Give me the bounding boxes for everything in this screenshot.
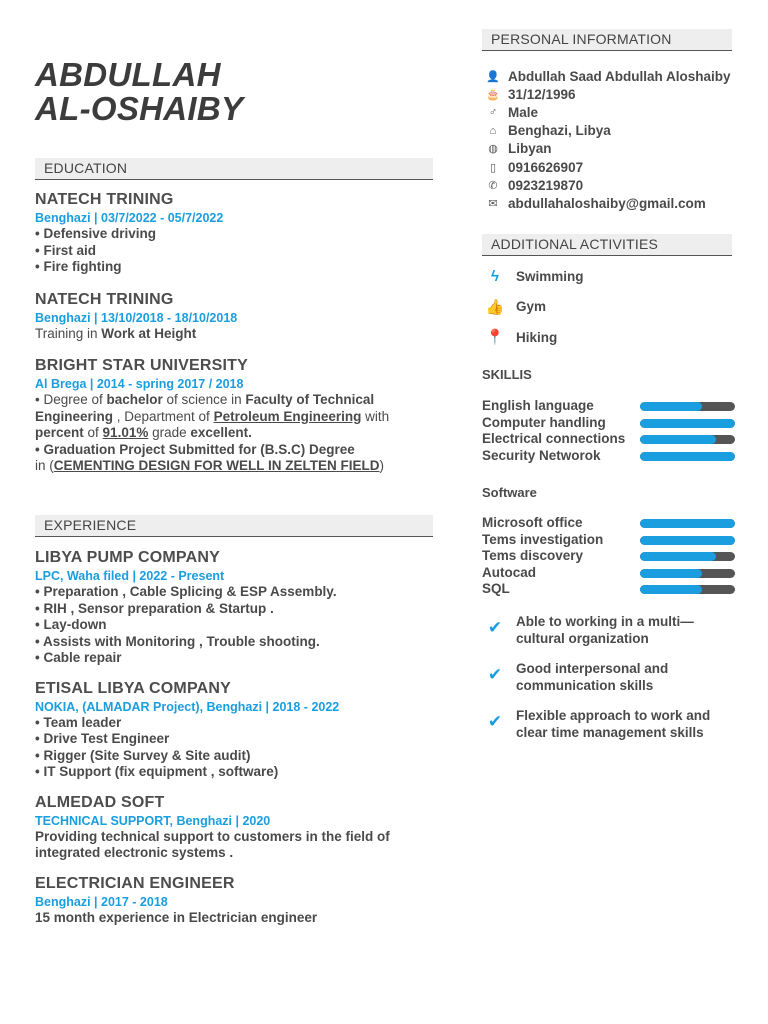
software-level-fill [640,519,735,528]
software-row [482,565,742,582]
email-link[interactable]: abdullahaloshaiby@gmail.com [508,195,706,211]
personal-info-item [484,85,754,103]
home-icon: ⌂ [489,124,497,137]
text-part: grade [148,425,191,440]
map-pin-icon: 📍 [485,329,505,347]
skill-level-bar [640,402,735,411]
entry-subtitle: Benghazi | 13/10/2018 - 18/10/2018 [35,310,238,325]
skill-level-bar [640,452,735,461]
line-emphasis: Work at Height [101,325,197,341]
entry-subtitle: LPC, Waha filed | 2022 - Present [35,569,225,583]
quality-line: communication skills [516,677,654,693]
quality-line: Flexible approach to work and [516,708,711,723]
activity-label: Swimming [516,268,584,284]
personal-info-item[interactable] [484,194,754,212]
text-part: 91.01% [102,425,149,440]
mobile-phone-icon: ▯ [489,161,497,174]
experience-entry [35,874,435,927]
entry-line: • Assists with Monitoring , Trouble shooting. [35,633,320,649]
activity-item [482,292,742,323]
entry-line: • Team leader [35,714,122,730]
activity-item [482,322,742,353]
software-section [482,485,742,598]
education-entry [35,190,435,276]
entry-subtitle: Al Brega | 2014 - spring 2017 / 2018 [35,377,244,391]
text-part: with [361,408,390,424]
entry-line: • Fire fighting [35,259,122,274]
education-entry [35,290,435,343]
entry-subtitle: TECHNICAL SUPPORT, Benghazi | 2020 [35,813,271,828]
text-part: of [83,425,103,440]
entry-subtitle: Benghazi | 2017 - 2018 [35,894,168,909]
skill-label: Electrical connections [482,431,626,446]
software-level-bar [640,519,735,528]
entry-subtitle: NOKIA, (ALMADAR Project), Benghazi | 2018 - 2022 [35,699,340,714]
experience-entry [35,548,435,667]
entry-line: • Drive Test Engineer [35,731,170,746]
experience-heading: EXPERIENCE [35,515,433,537]
text-part: excellent. [190,425,252,440]
text-part: in ( [35,458,54,473]
personal-info-item [484,67,754,85]
software-level-fill [640,585,702,594]
entry-title: NATECH TRINING [35,290,174,308]
experience-entry [35,679,435,781]
entry-line: integrated electronic systems . [35,845,234,860]
entry-line: • Rigger (Site Survey & Site audit) [35,747,251,763]
entry-line: • Cable repair [35,650,122,665]
skill-level-fill [640,435,716,444]
personal-info-item [484,103,754,121]
skill-label: Computer handling [482,414,606,430]
skills-heading: SKILLIS [482,367,532,382]
entry-line: • IT Support (fix equipment , software) [35,764,279,779]
skill-level-bar [640,419,735,428]
personal-info-item [484,158,754,176]
text-part: bachelor [106,392,163,407]
entry-title: ALMEDAD SOFT [35,793,165,811]
line-text: Training in [35,325,102,341]
skill-level-fill [640,452,735,461]
software-row [482,548,742,565]
project-line: • Graduation Project Submitted for (B.S.C) Degree [35,441,355,457]
text-part: of science in [162,392,246,407]
quality-text [516,661,668,694]
quality-line: clear time management skills [516,724,704,740]
checkmark-icon: ✔ [487,618,503,637]
skill-row [482,415,742,432]
entry-line: Providing technical support to customers in the field of [35,828,390,844]
entry-title: BRIGHT STAR UNIVERSITY [35,357,249,374]
entry-line: • Preparation , Cable Splicing & ESP Assembly. [35,584,337,599]
male-icon: ♂ [488,106,498,119]
software-level-fill [640,536,735,545]
personal-info-text: Abdullah Saad Abdullah Aloshaiby [508,68,731,84]
personal-info-text: Male [508,104,539,120]
entry-title: LIBYA PUMP COMPANY [35,549,220,566]
entry-line: • First aid [35,242,96,258]
globe-icon: ◍ [488,143,498,156]
entry-line: • RIH , Sensor preparation & Startup . [35,600,274,616]
entry-subtitle: Benghazi | 03/7/2022 - 05/7/2022 [35,211,224,225]
software-row [482,515,742,532]
text-part: ) [379,458,385,473]
activities-list [482,261,742,353]
software-row [482,581,742,598]
personal-info-text: 0923219870 [508,177,584,193]
personal-info-text: 31/12/1996 [508,86,576,102]
software-level-fill [640,552,716,561]
entry-line: • Defensive driving [35,226,157,241]
software-level-bar [640,585,735,594]
text-part: , Department of [113,408,214,424]
activity-label: Gym [516,299,547,315]
lightning-bolt-icon: ϟ [491,267,499,285]
skill-level-bar [640,435,735,444]
first-name: ABDULLAH [35,56,221,93]
software-level-bar [640,569,735,578]
skill-label: Security Networok [482,447,601,463]
software-level-bar [640,536,735,545]
envelope-icon: ✉ [488,197,498,210]
personal-info-item [484,140,754,158]
software-level-fill [640,569,702,578]
skill-row [482,448,742,465]
text-part: Petroleum Engineering [213,408,362,424]
quality-item [482,708,752,741]
quality-line: Able to working in a multi— [516,614,694,629]
software-label: SQL [482,581,510,596]
personal-info-heading: PERSONAL INFORMATION [482,29,732,51]
personal-info-item [484,122,754,140]
skill-level-fill [640,402,702,411]
checkmark-icon: ✔ [487,665,503,684]
skill-row [482,431,742,448]
personal-info-list [484,67,754,213]
text-part: CEMENTING DESIGN FOR WELL IN ZELTEN FIELD [53,458,380,473]
skills-section [482,367,742,464]
quality-item [482,661,752,694]
candidate-name [35,58,435,126]
quality-text [516,708,710,741]
activity-label: Hiking [516,329,558,345]
qualities-list [482,614,752,755]
person-icon: 👤 [486,70,500,83]
software-level-bar [640,552,735,561]
experience-section [35,548,435,940]
quality-text [516,614,694,647]
skill-row [482,398,742,415]
activities-heading: ADDITIONAL ACTIVITIES [482,234,732,256]
education-section [35,190,435,489]
activity-item [482,261,742,292]
text-part: Faculty of Technical Engineering [35,392,375,424]
education-entry [35,356,435,475]
personal-info-text: Libyan [508,141,552,157]
software-label: Tems investigation [482,531,604,547]
quality-item [482,614,752,647]
software-label: Tems discovery [482,548,584,563]
quality-line: Good interpersonal and [516,661,669,676]
software-label: Microsoft office [482,515,583,530]
entry-line: • Lay-down [35,617,107,632]
quality-line: cultural organization [516,630,649,646]
degree-description [35,392,435,442]
entry-title: ELECTRICIAN ENGINEER [35,874,235,892]
personal-info-item [484,176,754,194]
text-part: • Degree of [35,392,107,407]
text-part: percent [35,425,84,440]
checkmark-icon: ✔ [487,712,503,731]
entry-title: NATECH TRINING [35,191,174,208]
experience-entry [35,793,435,862]
thumbs-up-icon: 👍 [485,298,505,316]
education-heading: EDUCATION [35,158,433,180]
whatsapp-icon: ✆ [488,179,498,192]
skill-label: English language [482,398,594,413]
software-label: Autocad [482,564,536,580]
personal-info-text: 0916626907 [508,159,584,175]
personal-info-text: Benghazi, Libya [508,123,611,139]
entry-line: 15 month experience in Electrician engineer [35,909,318,925]
software-heading: Software [482,485,537,500]
last-name: AL-OSHAIBY [35,90,244,127]
skill-level-fill [640,419,735,428]
software-row [482,532,742,549]
project-title-line [35,458,435,475]
entry-title: ETISAL LIBYA COMPANY [35,679,232,697]
birthday-cake-icon: 🎂 [486,88,500,101]
entry-line [35,326,435,343]
